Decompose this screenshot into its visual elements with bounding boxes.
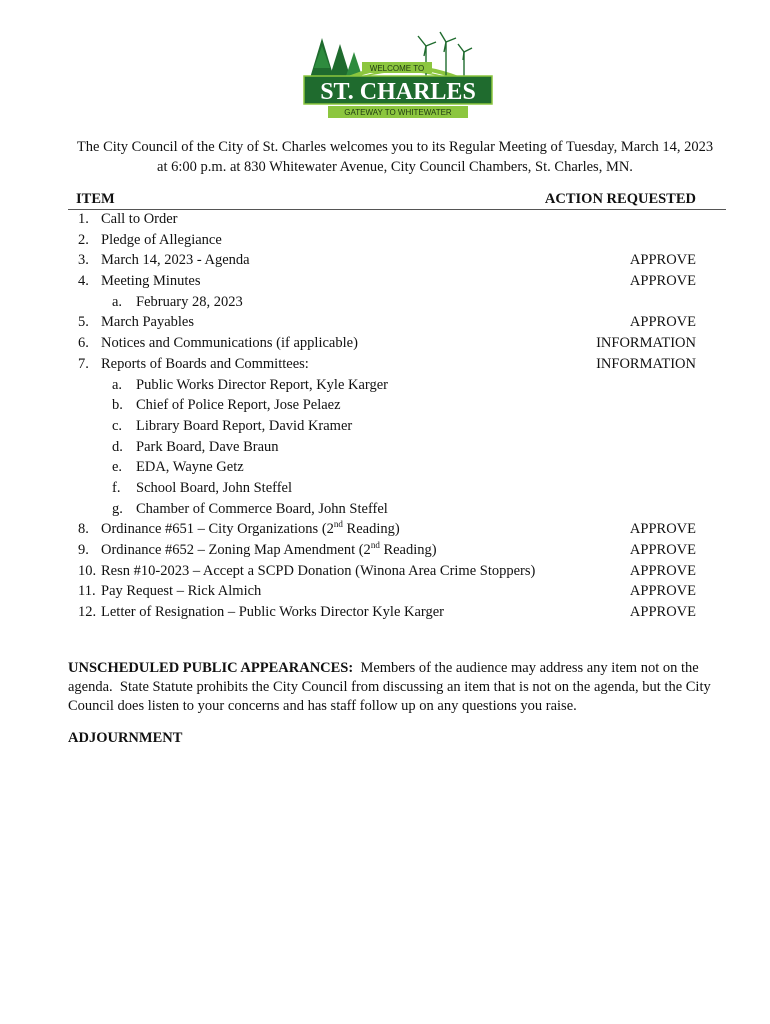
agenda-item [0, 250, 770, 271]
item-number: 10. [78, 562, 97, 579]
agenda-item [0, 540, 770, 561]
agenda-item [0, 354, 770, 375]
adjournment-heading: ADJOURNMENT [68, 730, 183, 746]
item-text: Library Board Report, David Kramer [136, 417, 353, 434]
item-action: APPROVE [629, 562, 696, 579]
item-number: g. [112, 500, 123, 517]
item-text: Pledge of Allegiance [101, 231, 222, 248]
item-text: March 14, 2023 - Agenda [101, 252, 250, 269]
item-action: APPROVE [629, 521, 696, 538]
agenda-subitem [0, 457, 770, 478]
item-column-header: ITEM [76, 191, 115, 207]
item-number: 2. [78, 231, 89, 248]
item-text: Ordinance #652 – Zoning Map Amendment (2nd Reading) [101, 540, 437, 558]
item-number: 6. [78, 335, 89, 352]
st-charles-logo [300, 30, 496, 124]
agenda-subitem [0, 395, 770, 416]
public-appearances-body: Members of the audience may address any item not on the agenda. State Statute prohibits the City Council from discussing an item that is not on the agenda, but the City Council does listen to your concerns and has staff follow up on any questions you raise. [68, 660, 715, 714]
item-number: 7. [78, 355, 89, 372]
item-number: 11. [78, 583, 96, 600]
agenda-subitem [0, 437, 770, 458]
logo-welcome-text: WELCOME TO [369, 64, 425, 73]
action-column-header: ACTION REQUESTED [544, 191, 696, 207]
item-text: Chamber of Commerce Board, John Steffel [136, 500, 388, 517]
public-appearances-heading: UNSCHEDULED PUBLIC APPEARANCES: [68, 660, 354, 676]
agenda-item [0, 581, 770, 602]
agenda-subitem [0, 499, 770, 520]
intro-paragraph: The City Council of the City of St. Charles welcomes you to its Regular Meeting of Tuesday, March 14, 2023 at 6:00 p.m. at 830 Whitewater Avenue, City Council Chambers, St. Charles, MN. [76, 139, 714, 175]
item-number: c. [112, 417, 123, 434]
item-text: Call to Order [101, 211, 178, 227]
item-text: EDA, Wayne Getz [136, 459, 244, 476]
item-action: APPROVE [629, 252, 696, 269]
item-number: 12. [78, 604, 97, 621]
item-text: Meeting Minutes [101, 273, 201, 290]
item-text: Park Board, Dave Braun [136, 438, 279, 455]
item-number: 4. [78, 273, 89, 290]
agenda-list [0, 209, 770, 623]
item-number: d. [112, 438, 123, 455]
item-action: INFORMATION [596, 355, 696, 372]
item-text: School Board, John Steffel [136, 479, 292, 496]
item-text: March Payables [101, 314, 195, 331]
item-action: INFORMATION [596, 335, 696, 352]
agenda-item [0, 561, 770, 582]
agenda-subitem [0, 416, 770, 437]
agenda-subitem [0, 375, 770, 396]
item-number: 8. [78, 521, 89, 538]
agenda-item [0, 333, 770, 354]
item-text: Chief of Police Report, Jose Pelaez [136, 397, 341, 414]
item-number: e. [112, 459, 123, 476]
agenda-item [0, 230, 770, 251]
item-text: Public Works Director Report, Kyle Karger [136, 376, 388, 393]
agenda-header [68, 191, 726, 210]
agenda-item [0, 602, 770, 623]
item-number: 9. [78, 542, 89, 558]
item-text: February 28, 2023 [136, 293, 243, 310]
item-number: 3. [78, 252, 89, 269]
item-action: APPROVE [629, 583, 696, 600]
public-appearances-section [68, 659, 718, 716]
item-number: 5. [78, 314, 89, 331]
agenda-item [0, 271, 770, 292]
item-number: f. [112, 479, 121, 496]
item-action: APPROVE [629, 542, 696, 558]
item-action: APPROVE [629, 314, 696, 331]
agenda-subitem [0, 292, 770, 313]
agenda-item [0, 209, 770, 230]
item-text: Reports of Boards and Committees: [101, 355, 309, 372]
item-number: b. [112, 397, 123, 414]
agenda-subitem [0, 478, 770, 499]
item-text: Pay Request – Rick Almich [101, 583, 262, 600]
item-text: Resn #10-2023 – Accept a SCPD Donation (Winona Area Crime Stoppers) [101, 562, 536, 579]
item-text: Letter of Resignation – Public Works Director Kyle Karger [101, 604, 444, 621]
item-text: Notices and Communications (if applicable) [101, 335, 358, 352]
item-text: Ordinance #651 – City Organizations (2nd Reading) [101, 519, 400, 538]
item-action: APPROVE [629, 604, 696, 621]
agenda-item [0, 519, 770, 540]
agenda-item [0, 312, 770, 333]
item-number: a. [112, 376, 123, 393]
logo-tagline-text: GATEWAY TO WHITEWATER [344, 108, 452, 117]
item-number: 1. [78, 211, 89, 227]
item-number: a. [112, 293, 123, 310]
logo-city-text: ST. CHARLES [320, 79, 476, 105]
item-action: APPROVE [629, 273, 696, 290]
